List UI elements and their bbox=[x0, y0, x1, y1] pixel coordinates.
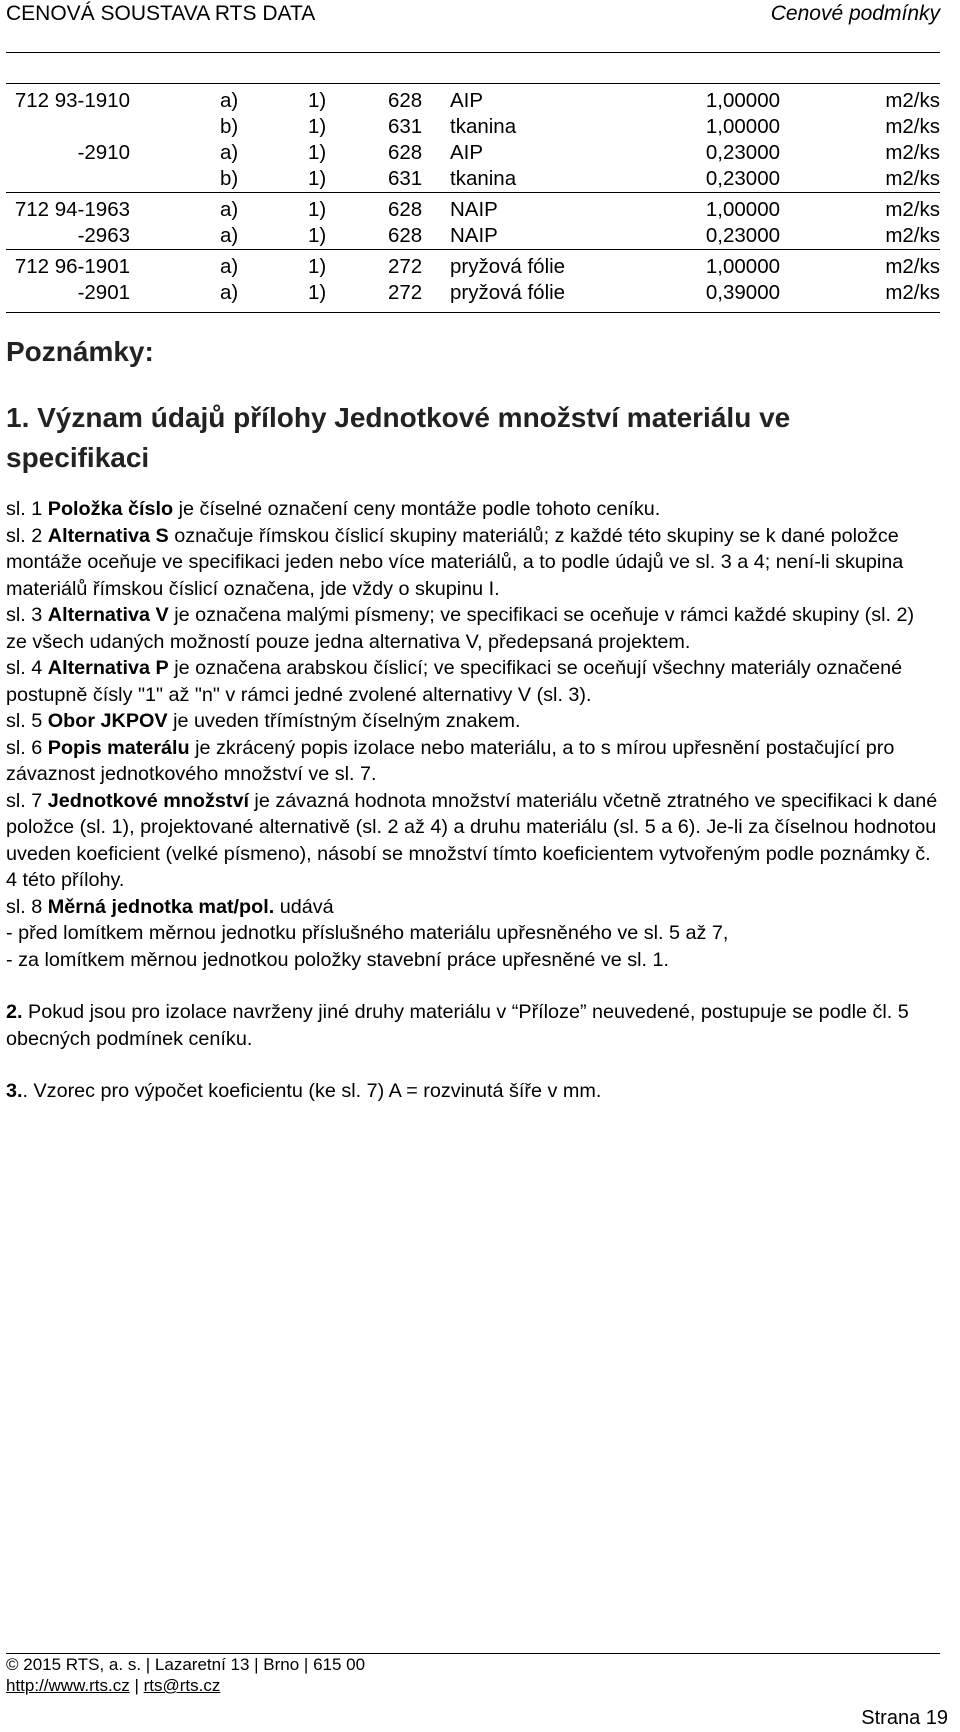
cell-value: 0,23000 bbox=[705, 224, 780, 247]
table-row bbox=[6, 140, 940, 166]
section-heading-1: 1. Význam údajů přílohy Jednotkové množství materiálu ve specifikaci bbox=[6, 402, 791, 473]
cell-kod: 631 bbox=[388, 167, 423, 190]
cell-unit: m2/ks bbox=[885, 115, 940, 138]
table-row bbox=[6, 250, 940, 281]
cell-unit: m2/ks bbox=[885, 224, 940, 247]
page-header bbox=[6, 0, 940, 53]
cell-name: tkanina bbox=[450, 167, 517, 190]
note-sl3: sl. 3 Alternativa V je označena malými písmeny; ve specifikaci se oceňuje v rámci každé skupiny (sl. 2) ze všech udaných možností pouze jedna alternativa V, předepsaná projektem. bbox=[6, 604, 915, 653]
cell-code: -2963 bbox=[77, 224, 130, 247]
note-2: 2. Pokud jsou pro izolace navrženy jiné druhy materiálu v “Příloze” neuvedené, postupuje se podle čl. 5 obecných podmínek ceníku. bbox=[6, 1001, 909, 1050]
table-row bbox=[6, 223, 940, 250]
header-section: Cenové podmínky bbox=[770, 2, 940, 25]
table-row bbox=[6, 84, 940, 115]
cell-kod: 631 bbox=[388, 115, 423, 138]
cell-unit: m2/ks bbox=[780, 84, 940, 115]
cell-kod: 272 bbox=[388, 250, 450, 281]
cell-alt: b) bbox=[220, 167, 239, 190]
cell-alt: a) bbox=[220, 141, 239, 164]
cell-alt: a) bbox=[130, 84, 308, 115]
cell-alt: a) bbox=[130, 250, 308, 281]
cell-name: AIP bbox=[450, 84, 660, 115]
cell-name: NAIP bbox=[450, 224, 498, 247]
cell-code: 712 96-1901 bbox=[6, 250, 130, 281]
cell-value: 0,23000 bbox=[705, 141, 780, 164]
cell-code: 712 94-1963 bbox=[6, 193, 130, 224]
cell-name: pryžová fólie bbox=[450, 280, 660, 313]
cell-value: 0,39000 bbox=[660, 280, 780, 313]
cell-alt: a) bbox=[130, 193, 308, 224]
note-sl8: sl. 8 Měrná jednotka mat/pol. udává bbox=[6, 895, 334, 918]
cell-code bbox=[6, 114, 130, 140]
cell-alt: b) bbox=[220, 115, 239, 138]
material-table bbox=[6, 83, 940, 313]
header-title: CENOVÁ SOUSTAVA RTS DATA bbox=[6, 2, 316, 25]
note-sl7: sl. 7 Jednotkové množství je závazná hodnota množství materiálu včetně ztratného ve specifikaci k dané položce (sl. 1), projektované alternativě (sl. 2 až 4) a druhu materiálu (sl. 5 a 6). Je-li za číselnou hodnotou uveden koeficient (velké písmeno), násobí se množství tímto koeficientem vytvořeným podle poznámky č. 4 této přílohy. bbox=[6, 789, 938, 891]
cell-kod: 628 bbox=[388, 84, 450, 115]
cell-n: 1) bbox=[308, 115, 327, 138]
cell-value: 0,23000 bbox=[705, 167, 780, 190]
cell-n: 1) bbox=[308, 141, 327, 164]
note-sl8-before: - před lomítkem měrnou jednotku příslušného materiálu upřesněného ve sl. 5 až 7, bbox=[6, 922, 729, 944]
note-sl4: sl. 4 Alternativa P je označena arabskou číslicí; ve specifikaci se oceňují všechny materiály označené postupně čísly "1" až "n" v rámci jedné zvolené alternativy V (sl. 3). bbox=[6, 657, 903, 706]
table-row bbox=[6, 166, 940, 193]
note-sl5: sl. 5 Obor JKPOV je uveden třímístným číselným znakem. bbox=[6, 710, 521, 732]
email-link[interactable]: rts@rts.cz bbox=[143, 1676, 221, 1695]
cell-name: pryžová fólie bbox=[450, 250, 660, 281]
cell-kod: 628 bbox=[388, 141, 423, 164]
cell-n: 1) bbox=[308, 224, 327, 247]
note-3: 3.. Vzorec pro výpočet koeficientu (ke sl. 7) A = rozvinutá šíře v mm. bbox=[6, 1080, 602, 1102]
note-sl6: sl. 6 Popis materálu je zkrácený popis izolace nebo materiálu, a to s mírou upřesnění postačující pro závaznost jednotkového množství ve sl. 7. bbox=[6, 736, 895, 785]
cell-name: AIP bbox=[450, 141, 484, 164]
cell-n: 1) bbox=[308, 84, 388, 115]
cell-n: 1) bbox=[308, 193, 388, 224]
cell-value: 1,00000 bbox=[660, 250, 780, 281]
cell-value: 1,00000 bbox=[660, 84, 780, 115]
footer-address: © 2015 RTS, a. s. | Lazaretní 13 | Brno | 615 00 bbox=[6, 1655, 366, 1674]
cell-unit: m2/ks bbox=[780, 250, 940, 281]
cell-unit: m2/ks bbox=[885, 141, 940, 164]
table-row bbox=[6, 280, 940, 313]
cell-alt: a) bbox=[220, 224, 239, 247]
cell-value: 1,00000 bbox=[660, 193, 780, 224]
cell-code bbox=[6, 166, 130, 193]
cell-code: 712 93-1910 bbox=[6, 84, 130, 115]
table-row bbox=[6, 114, 940, 140]
cell-value: 1,00000 bbox=[705, 115, 780, 138]
note-sl1: sl. 1 Položka číslo je číselné označení ceny montáže podle tohoto ceníku. bbox=[6, 498, 661, 520]
table-row bbox=[6, 193, 940, 224]
cell-unit: m2/ks bbox=[780, 280, 940, 313]
footer-links: http://www.rts.cz | rts@rts.cz bbox=[6, 1676, 221, 1695]
cell-name: tkanina bbox=[450, 115, 517, 138]
cell-n: 1) bbox=[308, 250, 388, 281]
cell-kod: 272 bbox=[388, 280, 450, 313]
cell-unit: m2/ks bbox=[885, 167, 940, 190]
cell-name: NAIP bbox=[450, 193, 660, 224]
cell-code: -2910 bbox=[77, 141, 130, 164]
cell-n: 1) bbox=[308, 280, 388, 313]
cell-kod: 628 bbox=[388, 224, 423, 247]
page-number: Strana 19 bbox=[861, 1707, 948, 1729]
cell-n: 1) bbox=[308, 167, 327, 190]
page-footer bbox=[6, 1653, 940, 1696]
cell-alt: a) bbox=[130, 280, 308, 313]
note-sl8-after: - za lomítkem měrnou jednotkou položky stavební práce upřesněné ve sl. 1. bbox=[6, 948, 670, 971]
note-sl2: sl. 2 Alternativa S označuje římskou číslicí skupiny materiálů; z každé této skupiny se k dané položce montáže oceňuje ve specifikaci jeden nebo více materiálů, a to podle údajů ve sl. 3 a 4; není-li skupina materiálů římskou číslicí označena, jde vždy o skupinu I. bbox=[6, 524, 904, 600]
notes-title: Poznámky: bbox=[6, 336, 154, 367]
cell-unit: m2/ks bbox=[780, 193, 940, 224]
cell-code: -2901 bbox=[6, 280, 130, 313]
notes-body bbox=[6, 496, 940, 1105]
website-link[interactable]: http://www.rts.cz bbox=[6, 1676, 130, 1695]
cell-kod: 628 bbox=[388, 193, 450, 224]
